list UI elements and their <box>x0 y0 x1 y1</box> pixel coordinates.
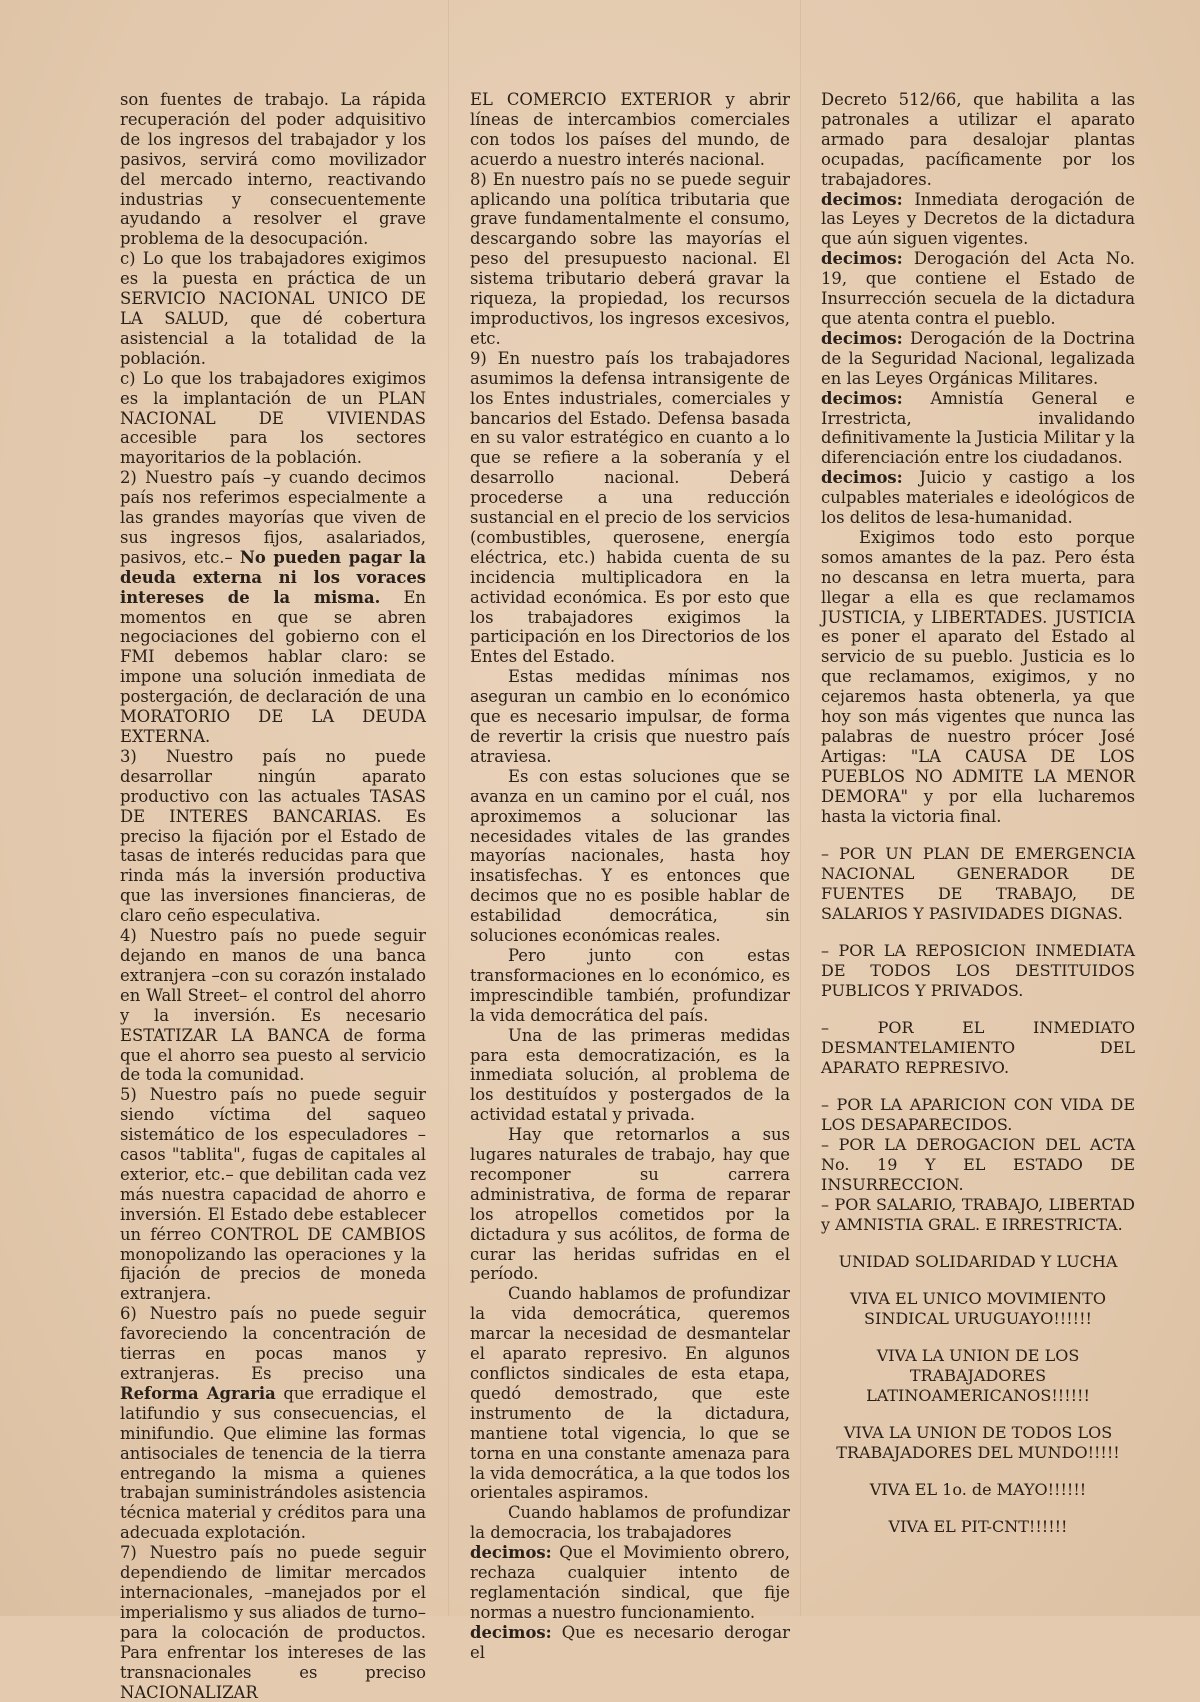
paragraph: c) Lo que los trabajadores exigimos es la puesta en práctica de un SERVICIO NACIONAL UNICO DE LA SALUD, que dé cobertura asistencial a la totalidad de la población. <box>120 249 426 368</box>
paragraph: EL COMERCIO EXTERIOR y abrir líneas de intercambios comerciales con todos los países del mundo, de acuerdo a nuestro interés nacional. <box>470 90 790 169</box>
paragraph: Pero junto con estas transformaciones en lo económico, es imprescindible también, profundizar la vida democrática del país. <box>470 945 790 1025</box>
paragraph: 5) Nuestro país no puede seguir siendo víctima del saqueo sistemático de los especuladores –casos "tablita", fugas de capitales al exterior, etc.– que debilitan cada vez más nuestra capacidad de ahorro e inversión. El Estado debe establecer un férreo CONTROL DE CAMBIOS monopolizando las operaciones y la fijación de precios de moneda extranjera. <box>120 1085 426 1304</box>
paragraph: Decreto 512/66, que habilita a las patronales a utilizar el aparato armado para desalojar plantas ocupadas, pacíficamente por los trabajadores. <box>821 90 1135 189</box>
paragraph: 4) Nuestro país no puede seguir dejando en manos de una banca extranjera –con su corazón instalado en Wall Street– el control del ahorro y la inversión. Es necesario ESTATIZAR LA BANCA de forma que el ahorro sea puesto al servicio de toda la comunidad. <box>120 926 426 1085</box>
column-divider <box>800 0 801 1616</box>
paragraph <box>821 190 1135 250</box>
slogan: VIVA LA UNION DE LOS TRABAJADORES LATINOAMERICANOS!!!!!! <box>866 1345 1090 1405</box>
paragraph: Una de las primeras medidas para esta democratización, es la inmediata solución, al problema de los destituídos y postergados de la actividad estatal y privada. <box>470 1025 790 1125</box>
demands-list <box>821 827 1135 1537</box>
slogan: VIVA LA UNION DE TODOS LOS TRABAJADORES DEL MUNDO!!!!! <box>836 1422 1120 1462</box>
paragraph <box>821 468 1135 528</box>
paragraph-text: Derogación de la Doctrina de la Seguridad Nacional, legalizada en las Leyes Orgánicas Militares. <box>821 328 1135 388</box>
paragraph-text: 6) Nuestro país no puede seguir favoreciendo la concentración de tierras en pocas manos y extranjeras. Es preciso una <box>120 1304 426 1383</box>
demand-item: – POR UN PLAN DE EMERGENCIA NACIONAL GENERADOR DE FUENTES DE TRABAJO, DE SALARIOS Y PASIVIDADES DIGNAS. <box>821 843 1135 923</box>
paragraph <box>821 249 1135 329</box>
decimos-label: decimos: <box>821 388 903 408</box>
decimos-label: decimos: <box>821 328 903 348</box>
slogan: VIVA EL UNICO MOVIMIENTO SINDICAL URUGUAYO!!!!!! <box>850 1288 1106 1328</box>
paragraph-text: En momentos en que se abren negociaciones del gobierno con el FMI debemos hablar claro: se impone una solución inmediata de postergación, de declaración de una MORATORIO DE LA DEUDA EXTERNA. <box>120 587 426 746</box>
paragraph <box>470 1623 790 1663</box>
paragraph-text: que erradique el latifundio y sus consecuencias, el minifundio. Que elimine las formas antisociales de tenencia de la tierra entregando la misma a quienes trabajan suministrándoles asistencia técnica material y créditos para una adecuada explotación. <box>120 1383 426 1543</box>
demand-item: – POR LA DEROGACION DEL ACTA No. 19 Y EL ESTADO DE INSURRECCION. <box>821 1134 1135 1194</box>
paragraph-text: 2) Nuestro país –y cuando decimos país nos referimos especialmente a las grandes mayorías que viven de sus ingresos fijos, asalariados, pasivos, etc.– <box>120 468 426 567</box>
paragraph: Hay que retornarlos a sus lugares naturales de trabajo, hay que recomponer su carrera administrativa, de forma de reparar los atropellos cometidos por la dictadura y sus acólitos, de forma de curar las heridas sufridas en el período. <box>470 1125 790 1284</box>
decimos-label: decimos: <box>821 468 903 488</box>
paragraph-text: Juicio y castigo a los culpables materiales e ideológicos de los delitos de lesa-humanidad. <box>821 468 1135 528</box>
paragraph: Cuando hablamos de profundizar la democracia, los trabajadores <box>470 1503 790 1543</box>
paragraph-text: Que es necesario derogar el <box>470 1622 790 1662</box>
paragraph: son fuentes de trabajo. La rápida recuperación del poder adquisitivo de los ingresos del trabajador y los pasivos, servirá como movilizador del mercado interno, reactivando industrias y consecuentemente ayudando a resolver el grave problema de la desocupación. <box>120 90 426 249</box>
slogan: VIVA EL 1o. de MAYO!!!!!! <box>869 1479 1087 1499</box>
paragraph-text: Que el Movimiento obrero, rechaza cualquier intento de reglamentación sindical, que fije normas a nuestro funcionamiento. <box>470 1543 790 1622</box>
text-column-right <box>821 90 1135 1537</box>
decimos-label: decimos: <box>821 249 903 269</box>
paragraph <box>470 1543 790 1623</box>
paragraph-text: Derogación del Acta No. 19, que contiene el Estado de Insurrección secuela de la dictadura que atenta contra el pueblo. <box>821 249 1135 328</box>
paragraph: 7) Nuestro país no puede seguir dependiendo de limitar mercados internacionales, –manejados por el imperialismo y sus aliados de turno– para la colocación de productos. Para enfrentar los intereses de las transnacionales es preciso NACIONALIZAR <box>120 1543 426 1702</box>
demand-item: – POR EL INMEDIATO DESMANTELAMIENTO DEL APARATO REPRESIVO. <box>821 1017 1135 1077</box>
slogan: VIVA EL PIT-CNT!!!!!! <box>888 1516 1068 1536</box>
decimos-label: decimos: <box>470 1543 552 1563</box>
paragraph <box>120 468 426 747</box>
paragraph: Estas medidas mínimas nos aseguran un cambio en lo económico que es necesario impulsar, de forma de revertir la crisis que nuestro país atraviesa. <box>470 667 790 766</box>
demand-item: – POR LA REPOSICION INMEDIATA DE TODOS LOS DESTITUIDOS PUBLICOS Y PRIVADOS. <box>821 940 1135 1000</box>
slogan: UNIDAD SOLIDARIDAD Y LUCHA <box>838 1251 1118 1271</box>
decimos-label: decimos: <box>470 1622 552 1642</box>
paragraph <box>821 389 1135 469</box>
paragraph <box>120 1304 426 1543</box>
emphasis-text: No pueden pagar la deuda externa ni los voraces intereses de la misma. <box>120 547 426 607</box>
text-column-left <box>120 90 426 1702</box>
paragraph: 9) En nuestro país los trabajadores asumimos la defensa intransigente de los Entes industriales, comerciales y bancarios del Estado. Defensa basada en su valor estratégico en cuanto a lo que se refiere a la soberanía y el desarrollo nacional. Deberá procederse a una reducción sustancial en el precio de los servicios (combustibles, querosene, energía eléctrica, etc.) habida cuenta de su incidencia multiplicadora en la actividad económica. Es por esto que los trabajadores exigimos la participación en los Directorios de los Entes del Estado. <box>470 348 790 667</box>
paragraph: Es con estas soluciones que se avanza en un camino por el cuál, nos aproximemos a solucionar las necesidades vitales de las grandes mayorías nacionales, hasta hoy insatisfechas. Y es entonces que decimos que no es posible hablar de estabilidad democrática, sin soluciones económicas reales. <box>470 766 790 946</box>
paragraph-text: Inmediata derogación de las Leyes y Decretos de la dictadura que aún siguen vigentes. <box>821 189 1135 249</box>
decimos-label: decimos: <box>821 189 903 209</box>
paragraph: Cuando hablamos de profundizar la vida democrática, queremos marcar la necesidad de desmantelar el aparato represivo. En algunos conflictos sindicales de esta etapa, quedó demostrado, que este instrumento de la dictadura, mantiene total vigencia, lo que se torna en una constante amenaza para la vida democrática, a la que todos los orientales aspiramos. <box>470 1284 790 1503</box>
demand-item: – POR SALARIO, TRABAJO, LIBERTAD y AMNISTIA GRAL. E IRRESTRICTA. <box>821 1194 1135 1234</box>
text-column-middle <box>470 90 790 1663</box>
paragraph: c) Lo que los trabajadores exigimos es la implantación de un PLAN NACIONAL DE VIVIENDAS accesible para los sectores mayoritarios de la población. <box>120 368 426 468</box>
column-divider <box>448 0 449 1616</box>
paragraph-text: Amnistía General e Irrestricta, invalidando definitivamente la Justicia Militar y la diferenciación entre los ciudadanos. <box>821 388 1135 468</box>
demand-item: – POR LA APARICION CON VIDA DE LOS DESAPARECIDOS. <box>821 1094 1135 1134</box>
paragraph: 8) En nuestro país no se puede seguir aplicando una política tributaria que grave fundamentalmente el consumo, descargando sobre las mayorías el peso del presupuesto nacional. El sistema tributario deberá gravar la riqueza, la propiedad, los recursos improductivos, los ingresos excesivos, etc. <box>470 169 790 348</box>
paragraph: Exigimos todo esto porque somos amantes de la paz. Pero ésta no descansa en letra muerta, para llegar a ella es que reclamamos JUSTICIA, y LIBERTADES. JUSTICIA es poner el aparato del Estado al servicio de su pueblo. Justicia es lo que reclamamos, exigimos, y no cejaremos hasta obtenerla, ya que hoy son más vigentes que nunca las palabras de nuestro prócer José Artigas: "LA CAUSA DE LOS PUEBLOS NO ADMITE LA MENOR DEMORA" y por ella lucharemos hasta la victoria final. <box>821 527 1135 826</box>
emphasis-text: Reforma Agraria <box>120 1383 276 1403</box>
paragraph: 3) Nuestro país no puede desarrollar ningún aparato productivo con las actuales TASAS DE INTERES BANCARIAS. Es preciso la fijación por el Estado de tasas de interés reducidas para que rinda más la inversión productiva que las inversiones financieras, de claro ceño especulativa. <box>120 746 426 926</box>
paragraph <box>821 329 1135 389</box>
